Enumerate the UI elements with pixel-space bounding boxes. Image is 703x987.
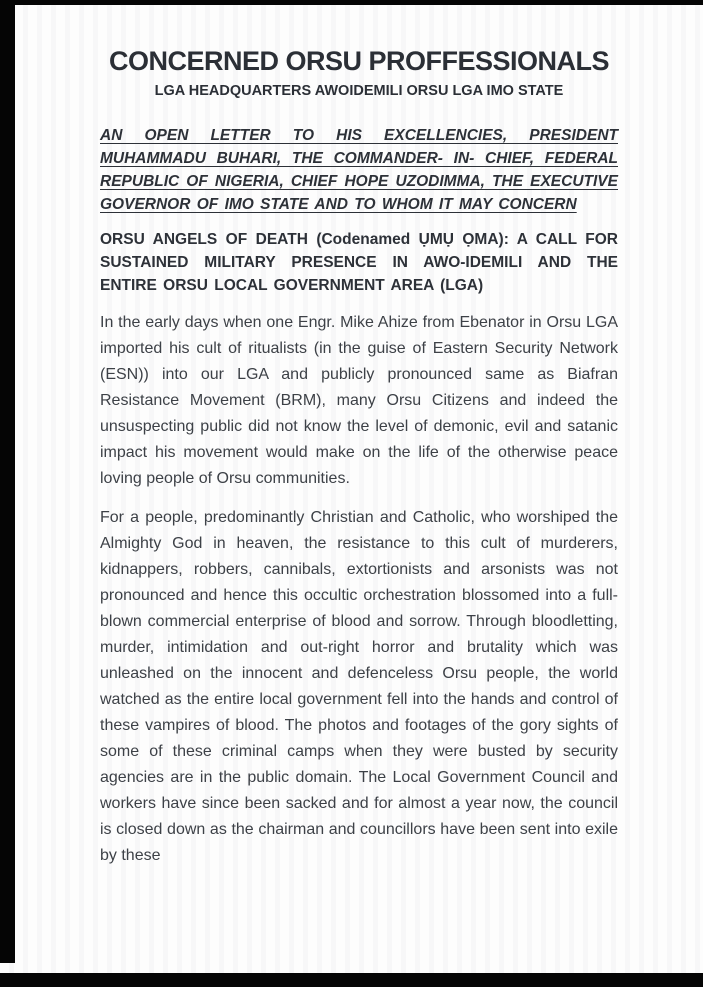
subject-heading: ORSU ANGELS OF DEATH (Codenamed ỤMỤ ỌMA): A CALL FOR SUSTAINED MILITARY PRESENCE IN AWO-IDEMILI AND THE ENTIRE ORSU LOCAL GOVERNMENT AREA (LGA) [100, 231, 618, 294]
scan-edge-top [0, 0, 703, 5]
organization-title: CONCERNED ORSU PROFFESSIONALS [108, 46, 610, 76]
scan-edge-left [0, 0, 15, 963]
open-letter-heading: AN OPEN LETTER TO HIS EXCELLENCIES, PRESIDENT MUHAMMADU BUHARI, THE COMMANDER- IN- CHIEF, FEDERAL REPUBLIC OF NIGERIA, CHIEF HOPE UZODIMMA, THE EXECUTIVE GOVERNOR OF IMO STATE AND TO WHOM IT MAY CONCERN [100, 127, 618, 213]
organization-subtitle: LGA HEADQUARTERS AWOIDEMILI ORSU LGA IMO STATE [154, 83, 564, 99]
letter-paragraph-2: For a people, predominantly Christian and Catholic, who worshiped the Almighty God in heaven, the resistance to this cult of murderers, kidnappers, robbers, cannibals, extortionists and arsonists was not pronounced and hence this occultic orchestration blossomed into a full-blown commercial enterprise of blood and sorrow. Through bloodletting, murder, intimidation and out-right horror and brutality which was unleashed on the innocent and defenceless Orsu people, the world watched as the entire local government fell into the hands and control of these vampires of blood. The photos and footages of the gory sights of some of these criminal camps when they were busted by security agencies are in the public domain. The Local Government Council and workers have since been sacked and for almost a year now, the council is closed down as the chairman and councillors have been sent into exile by these [100, 509, 618, 864]
letter-paragraph-1: In the early days when one Engr. Mike Ahize from Ebenator in Orsu LGA imported his cult of ritualists (in the guise of Eastern Security Network (ESN)) into our LGA and publicly pronounced same as Biafran Resistance Movement (BRM), many Orsu Citizens and indeed the unsuspecting public did not know the level of demonic, evil and satanic impact his movement would make on the life of the otherwise peace loving people of Orsu communities. [100, 314, 618, 487]
scan-edge-bottom [0, 973, 703, 987]
letter-content [100, 44, 618, 869]
